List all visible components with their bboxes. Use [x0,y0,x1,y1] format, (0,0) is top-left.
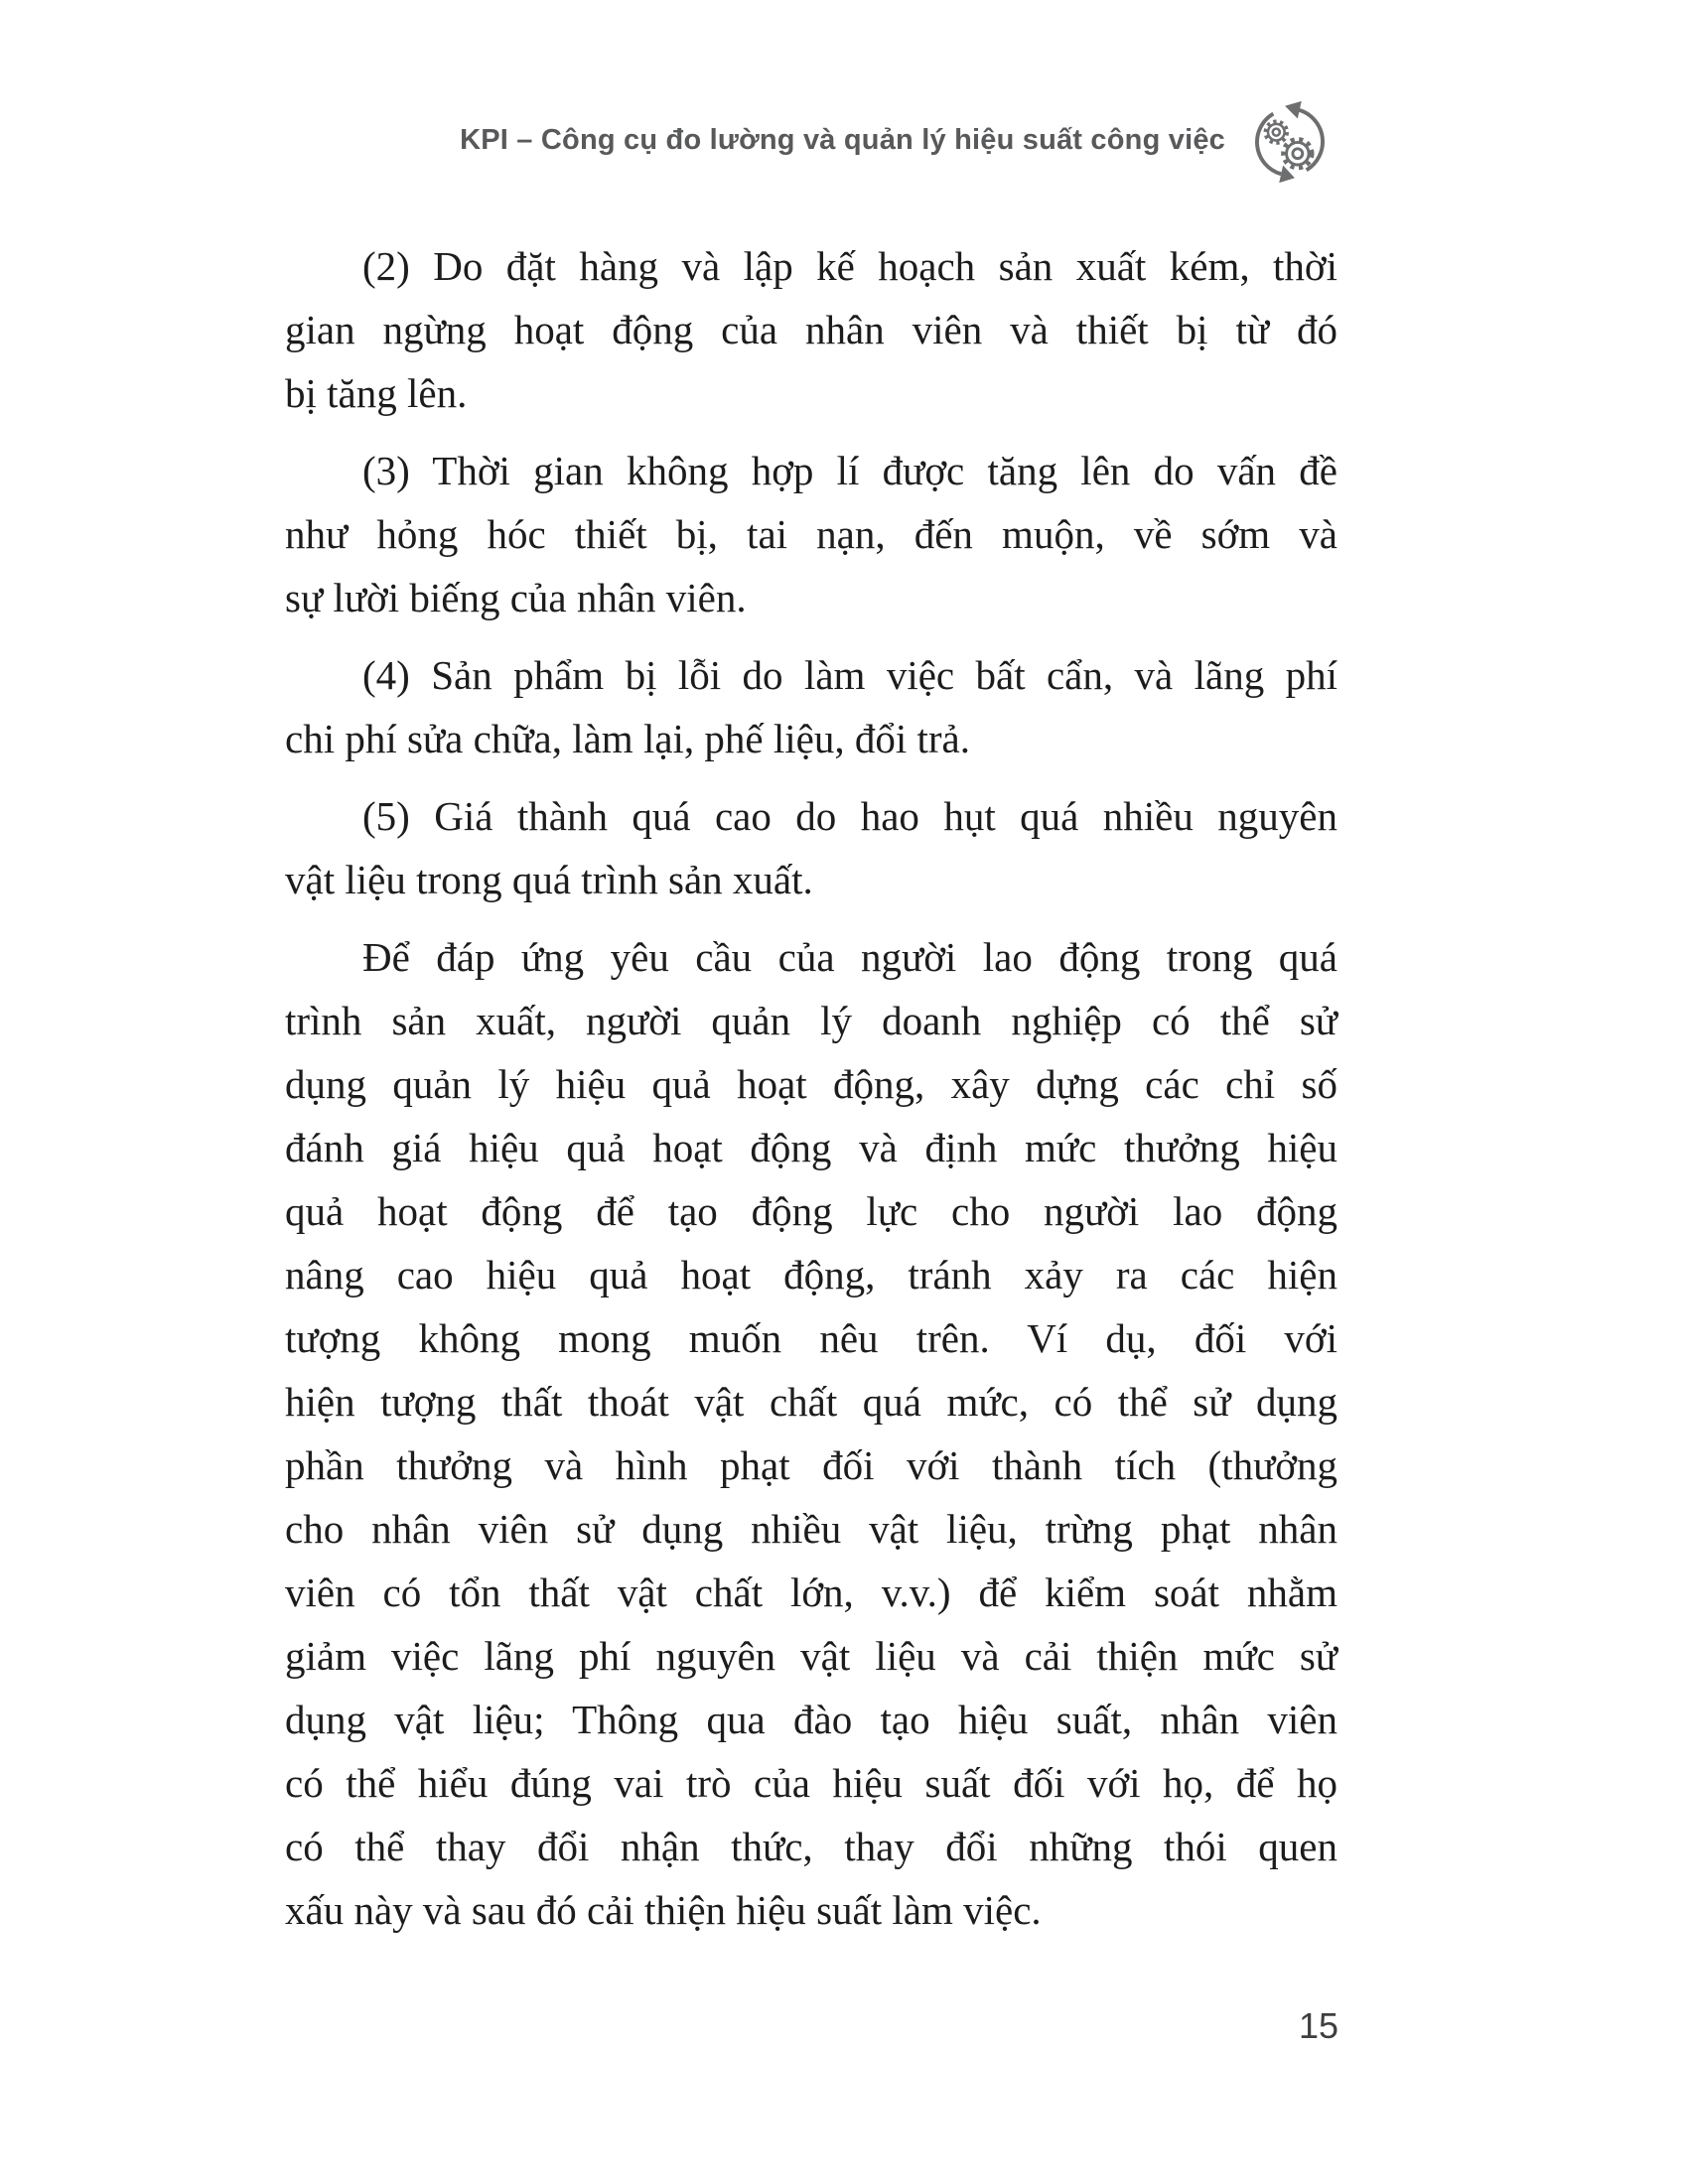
paragraph [285,643,1337,770]
text-line: có thể thay đổi nhận thức, thay đổi những thói quen [285,1824,1337,1869]
text-line: như hỏng hóc thiết bị, tai nạn, đến muộn, về sớm và [285,511,1337,557]
text-line: sự lười biếng của nhân viên. [285,575,747,620]
text-line: (2) Do đặt hàng và lập kế hoạch sản xuất kém, thời [362,243,1337,289]
running-head [460,93,1336,187]
text-line: trình sản xuất, người quản lý doanh nghiệp có thể sử [285,998,1337,1043]
text-line: viên có tổn thất vật chất lớn, v.v.) để kiểm soát nhằm [285,1570,1337,1615]
text-line: chi phí sửa chữa, làm lại, phế liệu, đổi trả. [285,716,970,761]
text-line: vật liệu trong quá trình sản xuất. [285,857,813,902]
paragraph [285,784,1337,911]
text-line: bị tăng lên. [285,370,468,416]
text-line: đánh giá hiệu quả hoạt động và định mức thưởng hiệu [285,1125,1337,1170]
text-line: hiện tượng thất thoát vật chất quá mức, có thể sử dụng [285,1379,1337,1425]
text-line: giảm việc lãng phí nguyên vật liệu và cải thiện mức sử [285,1633,1337,1679]
paragraph [285,925,1337,1942]
body-text [285,234,1337,1942]
paragraph [285,439,1337,629]
text-line: xấu này và sau đó cải thiện hiệu suất làm việc. [285,1887,1042,1933]
text-line: (4) Sản phẩm bị lỗi do làm việc bất cẩn, và lãng phí [362,652,1337,698]
text-line: dụng vật liệu; Thông qua đào tạo hiệu suất, nhân viên [285,1697,1337,1742]
text-line: tượng không mong muốn nêu trên. Ví dụ, đối với [285,1315,1337,1361]
text-line: cho nhân viên sử dụng nhiều vật liệu, trừng phạt nhân [285,1506,1337,1552]
sync-gears-icon [1243,93,1336,187]
text-line: phần thưởng và hình phạt đối với thành tích (thưởng [285,1442,1337,1488]
text-line: nâng cao hiệu quả hoạt động, tránh xảy ra các hiện [285,1252,1337,1297]
text-line: dụng quản lý hiệu quả hoạt động, xây dựng các chỉ số [285,1061,1337,1107]
text-line: quả hoạt động để tạo động lực cho người lao động [285,1188,1337,1234]
paragraph [285,234,1337,425]
text-line: gian ngừng hoạt động của nhân viên và thiết bị từ đó [285,307,1337,352]
text-line: có thể hiểu đúng vai trò của hiệu suất đối với họ, để họ [285,1760,1337,1806]
page-number: 15 [1298,2005,1338,2046]
text-line: (5) Giá thành quá cao do hao hụt quá nhiều nguyên [362,793,1337,839]
text-line: (3) Thời gian không hợp lí được tăng lên do vấn đề [362,448,1337,493]
running-head-title: KPI – Công cụ đo lường và quản lý hiệu suất công việc [460,123,1225,156]
text-line: Để đáp ứng yêu cầu của người lao động trong quá [362,934,1337,980]
